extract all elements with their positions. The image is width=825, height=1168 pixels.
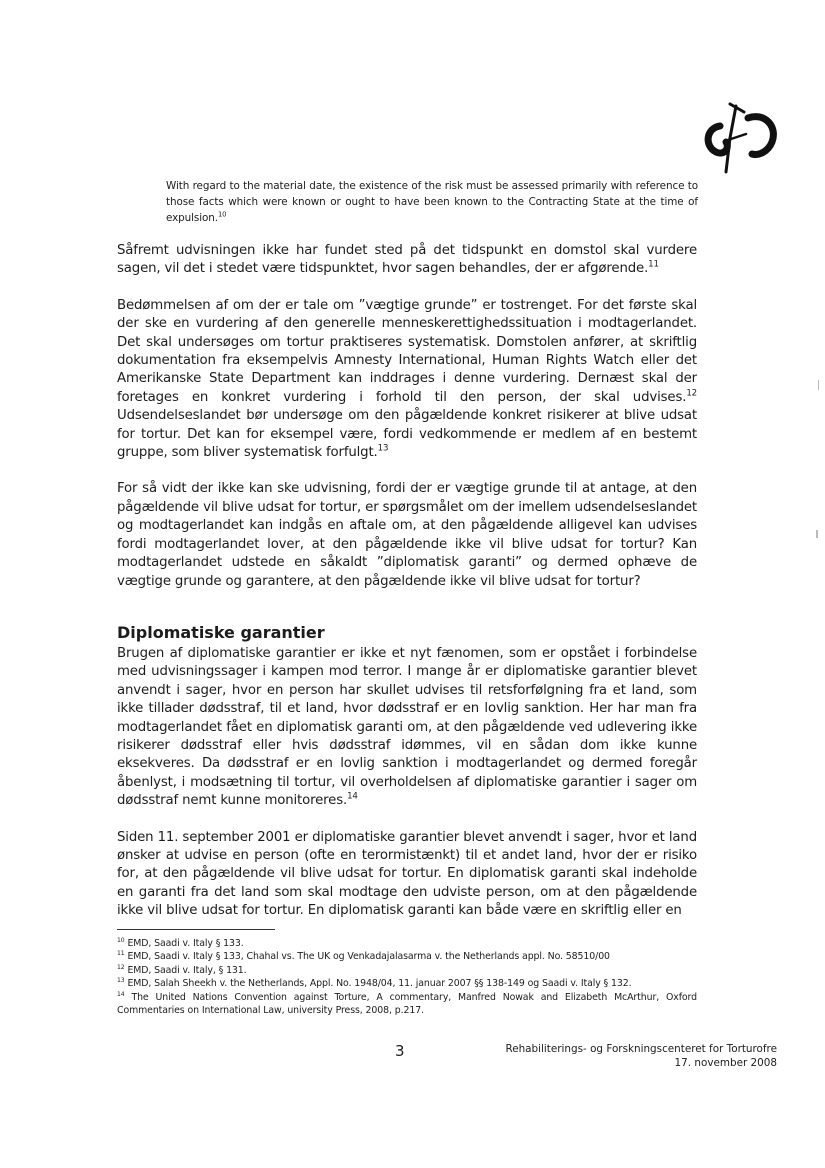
scan-artifact	[816, 530, 818, 538]
section-heading: Diplomatiske garantier	[117, 622, 325, 642]
block-quote	[166, 178, 698, 226]
footnote	[117, 950, 697, 963]
footnote	[117, 937, 697, 950]
footer-org-block	[477, 1042, 777, 1070]
main-body	[117, 242, 697, 939]
paragraph	[117, 645, 697, 811]
paragraph	[117, 829, 697, 921]
footnote-number: 11	[117, 950, 125, 958]
footnote	[117, 991, 697, 1018]
footnote-text: The United Nations Convention against Torture, A commentary, Manfred Nowak and Elizabeth McArthur, Oxford Commentaries on International Law, university Press, 2008, p.217.	[117, 991, 697, 1017]
footnote-ref: 11	[648, 259, 659, 270]
page-number: 3	[395, 1042, 405, 1060]
footnote	[117, 977, 697, 990]
footnote-text: EMD, Saadi v. Italy, § 131.	[127, 964, 247, 976]
paragraph	[117, 480, 697, 590]
paragraph	[117, 242, 697, 279]
footnote-ref: 10	[217, 210, 227, 219]
footnote-ref: 12	[686, 388, 697, 399]
footnote-ref: 13	[377, 443, 389, 454]
footnote-text: EMD, Saadi v. Italy § 133.	[127, 938, 244, 949]
footnote-text: EMD, Saadi v. Italy § 133, Chahal vs. The UK og Venkadajalasarma v. the Netherlands appl. No. 58510/00	[127, 951, 610, 963]
paragraph	[117, 297, 697, 463]
footnote-number: 10	[117, 936, 125, 944]
paragraph-text: Såfremt udvisningen ikke har fundet sted på det tidspunkt en domstol skal vurdere sagen, vil det i stedet være tidspunktet, hvor sagen behandles, der er afgørende.	[117, 243, 697, 277]
quote-text: With regard to the material date, the existence of the risk must be assessed primarily with reference to those facts which were known or ought to have been known to the Contracting State at the time of expulsion.	[166, 180, 698, 224]
paragraph-text: Siden 11. september 2001 er diplomatiske garantier blevet anvendt i sager, hvor et land ønsker at udvise en person (ofte en terormistænkt) til et andet land, hvor der er risiko for, at den pågældende vil blive udsat for tortur. En diplomatisk garanti skal indeholde en garanti fra det land som skal modtage den udviste person, om at den pågældende ikke vil blive udsat for tortur. En diplomatisk garanti kan både være en skriftlig eller en	[117, 829, 697, 919]
paragraph-text: For så vidt der ikke kan ske udvisning, fordi der er vægtige grunde til at antage, at den pågældende vil blive udsat for tortur, er spørgsmålet om der imellem udsendelseslandet og modtagerlandet kan indgås en aftale om, at den pågældende alligevel kan udvises fordi modtagerlandet lover, at den pågældende ikke vil blive udsat for tortur? Kan modtagerlandet udstede en såkaldt ”diplomatisk garanti” og dermed ophæve de vægtige grunde og garantere, at den pågældende ikke vil blive udsat for tortur?	[117, 481, 697, 589]
paragraph-text: Bedømmelsen af om der er tale om ”vægtige grunde” er tostrenget. For det første skal der ske en vurdering af den generelle menneskerettighedssituation i modtagerlandet. Det skal undersøges om tortur praktiseres systematisk. Domstolen anfører, at skriftlig dokumentation fra eksempelvis Amnesty International, Human Rights Watch eller det Amerikanske State Department kan inddrages i denne vurdering. Dernæst skal der foretages en konkret vurdering i forhold til den person, der skal udvises.	[117, 297, 697, 405]
footnote-text: EMD, Salah Sheekh v. the Netherlands, Appl. No. 1948/04, 11. januar 2007 §§ 138-149 og Saadi v. Italy § 132.	[127, 978, 632, 990]
footnote-number: 14	[117, 990, 125, 998]
footnotes	[117, 937, 697, 1017]
scan-artifact	[818, 380, 819, 390]
footnote-number: 13	[117, 977, 125, 985]
footer-date: 17. november 2008	[674, 1057, 777, 1069]
footnote-divider	[117, 929, 275, 930]
footer-org: Rehabiliterings- og Forskningscenteret for Torturofre	[505, 1043, 777, 1055]
rct-logo-icon	[700, 98, 782, 176]
footnote	[117, 964, 697, 977]
paragraph-text: Brugen af diplomatiske garantier er ikke et nyt fænomen, som er opstået i forbindelse med udvisningssager i kampen mod terror. I mange år er diplomatiske garantier blevet anvendt i sager, hvor en person har skullet udvises til retsforfølgning fra et land, som ikke tillader dødsstraf, til et land, hvor dødsstraf er en lovlig sanktion. Her har man fra modtagerlandet fået en diplomatisk garanti om, at den pågældende ved udlevering ikke risikerer dødsstraf eller hvis dødsstraf idømmes, vil en sådan dom ikke kunne eksekveres. Da dødsstraf er en lovlig sanktion i modtagerlandet og dermed foregår åbenlyst, i modsætning til tortur, vil overholdelsen af diplomatiske garantier i sager om dødsstraf nemt kunne monitoreres.	[117, 645, 697, 809]
footnote-number: 12	[117, 963, 125, 971]
paragraph-text: Udsendelseslandet bør undersøge om den pågældende konkret risikerer at blive udsat for tortur. Det kan for eksempel være, fordi vedkommende er medlem af en bestemt gruppe, som bliver systematisk forfulgt.	[117, 408, 697, 461]
footnote-ref: 14	[347, 791, 358, 802]
